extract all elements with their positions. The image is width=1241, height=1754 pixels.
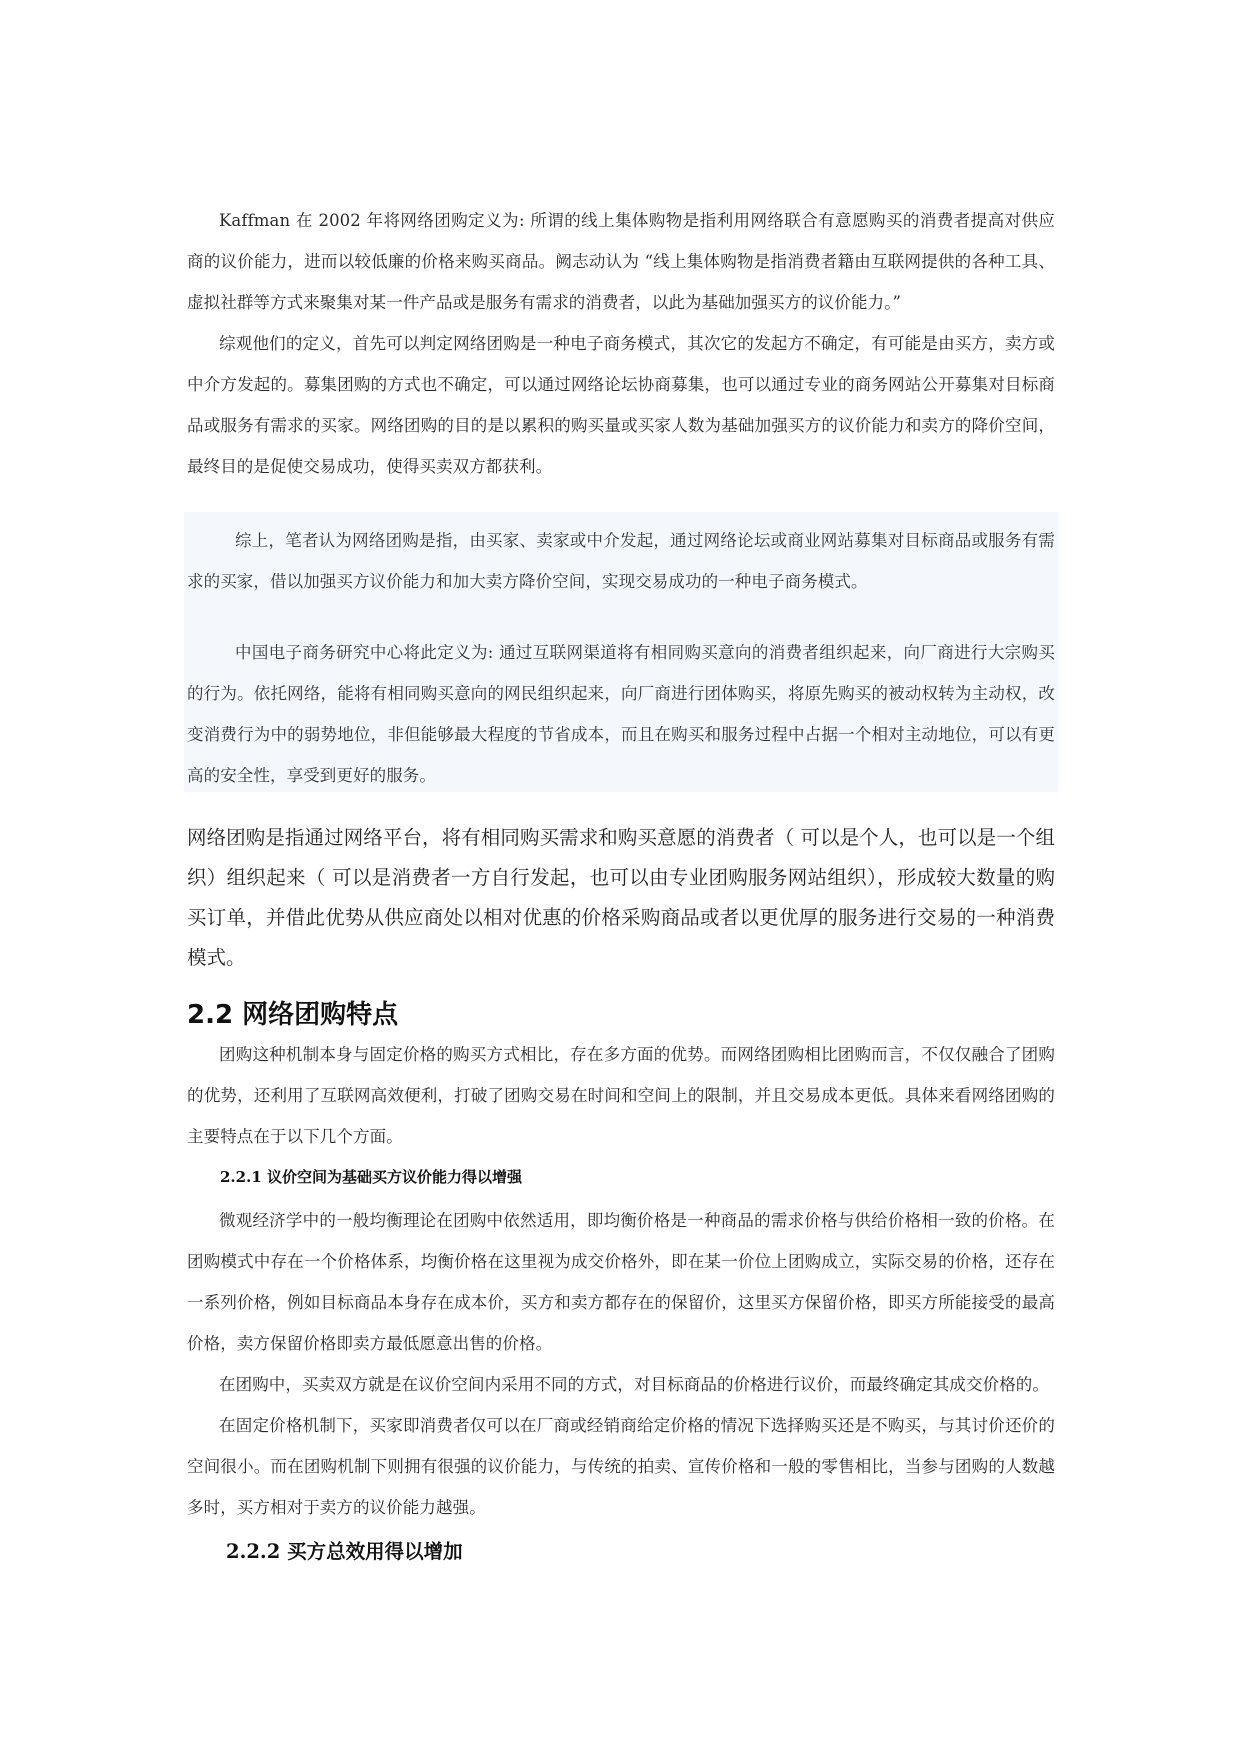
section-2-2-1-paragraph-3: 在固定价格机制下，买家即消费者仅可以在厂商或经销商给定价格的情况下选择购买还是不购买，与其讨价还价的空间很小。而在团购机制下则拥有很强的议价能力，与传统的拍卖、宣传价格和一般的零售相比，当参与团购的人数越多时，买方相对于卖方的议价能力越强。 bbox=[187, 1416, 1055, 1517]
section-2-2-body bbox=[187, 1034, 1055, 1157]
section-2-2-1-body bbox=[187, 1200, 1055, 1528]
shaded-paragraph-1: 综上，笔者认为网络团购是指，由买家、卖家或中介发起，通过网络论坛或商业网站募集对目标商品或服务有需求的买家，借以加强买方议价能力和加大卖方降价空间，实现交易成功的一种电子商务模式。 bbox=[187, 531, 1055, 591]
definition-section bbox=[187, 818, 1055, 978]
intro-paragraph-1: Kaffman 在 2002 年将网络团购定义为: 所谓的线上集体购物是指利用网络联合有意愿购买的消费者提高对供应商的议价能力，进而以较低廉的价格来购买商品。阙志动认为 “线上集体购物是指消费者籍由互联网提供的各种工具、虚拟社群等方式来聚集对某一件产品或是服务有需求的消费者，以此为基础加强买方的议价能力。” bbox=[187, 211, 1055, 312]
intro-paragraph-2: 综观他们的定义，首先可以判定网络团购是一种电子商务模式，其次它的发起方不确定，有可能是由买方，卖方或中介方发起的。募集团购的方式也不确定，可以通过网络论坛协商募集，也可以通过专业的商务网站公开募集对目标商品或服务有需求的买家。网络团购的目的是以累积的购买量或买家人数为基础加强买方的议价能力和卖方的降价空间，最终目的是促使交易成功，使得买卖双方都获利。 bbox=[187, 334, 1055, 476]
section-2-2-1-paragraph-2: 在团购中，买卖双方就是在议价空间内采用不同的方式，对目标商品的价格进行议价，而最终确定其成交价格的。 bbox=[219, 1375, 1049, 1394]
section-heading-2-2-2: 2.2.2 买方总效用得以增加 bbox=[226, 1540, 463, 1563]
shaded-paragraph-2: 中国电子商务研究中心将此定义为: 通过互联网渠道将有相同购买意向的消费者组织起来，向厂商进行大宗购买的行为。依托网络，能将有相同购买意向的网民组织起来，向厂商进行团体购买，将原先购买的被动权转为主动权，改变消费行为中的弱势地位，非但能够最大程度的节省成本，而且在购买和服务过程中占据一个相对主动地位，可以有更高的安全性，享受到更好的服务。 bbox=[187, 643, 1055, 785]
shaded-text bbox=[187, 520, 1055, 796]
definition-paragraph: 网络团购是指通过网络平台，将有相同购买需求和购买意愿的消费者（ 可以是个人，也可以是一个组织）组织起来（ 可以是消费者一方自行发起，也可以由专业团购服务网站组织），形成较大数量的购买订单，并借此优势从供应商处以相对优惠的价格采购商品或者以更优厚的服务进行交易的一种消费模式。 bbox=[187, 826, 1055, 969]
section-2-2-1-paragraph-1: 微观经济学中的一般均衡理论在团购中依然适用，即均衡价格是一种商品的需求价格与供给价格相一致的价格。在团购模式中存在一个价格体系，均衡价格在这里视为成交价格外，即在某一价位上团购成立，实际交易的价格，还存在一系列价格，例如目标商品本身存在成本价，买方和卖方都存在的保留价，这里买方保留价格，即买方所能接受的最高价格，卖方保留价格即卖方最低愿意出售的价格。 bbox=[187, 1211, 1055, 1353]
section-heading-2-2: 2.2 网络团购特点 bbox=[187, 1000, 399, 1030]
section-2-2-paragraph: 团购这种机制本身与固定价格的购买方式相比，存在多方面的优势。而网络团购相比团购而言，不仅仅融合了团购的优势，还利用了互联网高效便利，打破了团购交易在时间和空间上的限制，并且交易成本更低。具体来看网络团购的主要特点在于以下几个方面。 bbox=[187, 1045, 1055, 1146]
intro-section bbox=[187, 200, 1055, 487]
section-heading-2-2-1: 2.2.1 议价空间为基础买方议价能力得以增强 bbox=[220, 1168, 522, 1186]
